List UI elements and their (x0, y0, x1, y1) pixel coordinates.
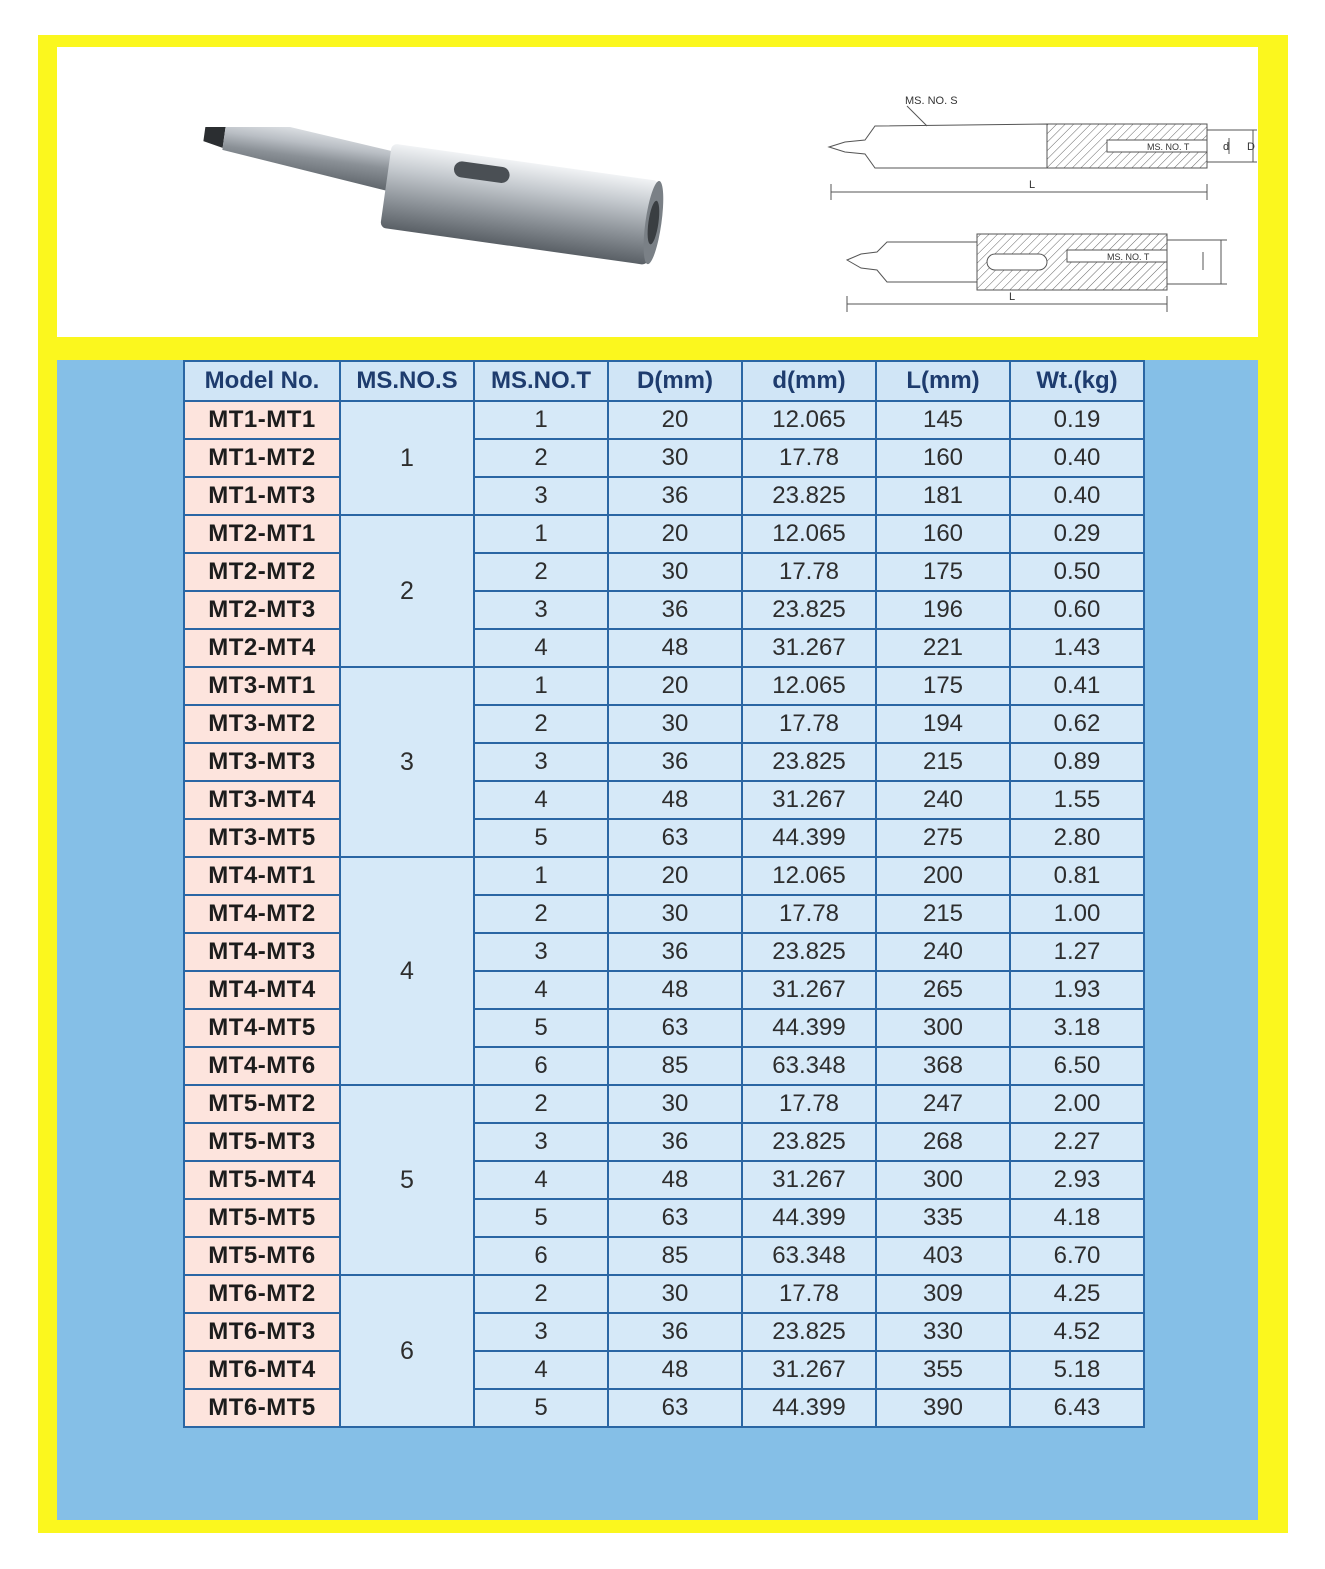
cell-D-mm: 36 (608, 933, 742, 971)
cell-wt-kg: 6.50 (1010, 1047, 1144, 1085)
cell-ms-no-t: 5 (474, 819, 608, 857)
cell-wt-kg: 0.60 (1010, 591, 1144, 629)
cell-D-mm: 20 (608, 515, 742, 553)
cell-model-no: MT2-MT1 (184, 515, 340, 553)
cell-d-mm: 17.78 (742, 1085, 876, 1123)
header-ms-no-s: MS.NO.S (340, 361, 474, 401)
cell-wt-kg: 5.18 (1010, 1351, 1144, 1389)
cell-D-mm: 48 (608, 971, 742, 1009)
cell-L-mm: 300 (876, 1009, 1010, 1047)
cell-d-mm: 31.267 (742, 1351, 876, 1389)
cell-d-mm: 31.267 (742, 971, 876, 1009)
cell-model-no: MT4-MT1 (184, 857, 340, 895)
cell-d-mm: 44.399 (742, 1199, 876, 1237)
cell-d-mm: 63.348 (742, 1047, 876, 1085)
table-row (184, 1389, 1144, 1427)
cell-L-mm: 221 (876, 629, 1010, 667)
cell-ms-no-t: 4 (474, 629, 608, 667)
cell-D-mm: 48 (608, 1351, 742, 1389)
table-row (184, 1351, 1144, 1389)
cell-D-mm: 63 (608, 1199, 742, 1237)
cell-D-mm: 20 (608, 857, 742, 895)
cell-ms-no-t: 5 (474, 1009, 608, 1047)
cell-wt-kg: 3.18 (1010, 1009, 1144, 1047)
cell-D-mm: 85 (608, 1237, 742, 1275)
cell-wt-kg: 0.40 (1010, 477, 1144, 515)
cell-model-no: MT3-MT2 (184, 705, 340, 743)
table-row (184, 667, 1144, 705)
cell-D-mm: 36 (608, 477, 742, 515)
cell-L-mm: 200 (876, 857, 1010, 895)
cell-d-mm: 31.267 (742, 1161, 876, 1199)
cell-model-no: MT4-MT3 (184, 933, 340, 971)
cell-d-mm: 23.825 (742, 743, 876, 781)
drawing-dim-L-lower: L (1009, 291, 1016, 303)
table-row (184, 1161, 1144, 1199)
cell-D-mm: 63 (608, 1389, 742, 1427)
cell-L-mm: 275 (876, 819, 1010, 857)
cell-d-mm: 17.78 (742, 705, 876, 743)
table-row (184, 743, 1144, 781)
cell-D-mm: 85 (608, 1047, 742, 1085)
drawing-label-ms-no-s: MS. NO. S (905, 95, 958, 107)
cell-L-mm: 330 (876, 1313, 1010, 1351)
cell-model-no: MT5-MT4 (184, 1161, 340, 1199)
cell-model-no: MT6-MT3 (184, 1313, 340, 1351)
technical-drawing (817, 92, 1277, 322)
cell-D-mm: 36 (608, 1123, 742, 1161)
cell-model-no: MT5-MT2 (184, 1085, 340, 1123)
cell-D-mm: 63 (608, 819, 742, 857)
cell-model-no: MT3-MT4 (184, 781, 340, 819)
cell-model-no: MT3-MT3 (184, 743, 340, 781)
cell-wt-kg: 1.27 (1010, 933, 1144, 971)
cell-D-mm: 63 (608, 1009, 742, 1047)
cell-L-mm: 240 (876, 781, 1010, 819)
table-row (184, 781, 1144, 819)
table-row (184, 1085, 1144, 1123)
table-row (184, 1199, 1144, 1237)
cell-ms-no-s: 3 (340, 667, 474, 857)
cell-ms-no-s: 5 (340, 1085, 474, 1275)
cell-d-mm: 23.825 (742, 1313, 876, 1351)
cell-wt-kg: 4.25 (1010, 1275, 1144, 1313)
cell-L-mm: 145 (876, 401, 1010, 439)
cell-model-no: MT5-MT6 (184, 1237, 340, 1275)
cell-ms-no-s: 4 (340, 857, 474, 1085)
cell-model-no: MT5-MT3 (184, 1123, 340, 1161)
cell-ms-no-t: 6 (474, 1237, 608, 1275)
table-row (184, 515, 1144, 553)
cell-L-mm: 196 (876, 591, 1010, 629)
cell-D-mm: 20 (608, 667, 742, 705)
cell-D-mm: 30 (608, 895, 742, 933)
cell-d-mm: 31.267 (742, 629, 876, 667)
cell-d-mm: 12.065 (742, 857, 876, 895)
cell-d-mm: 31.267 (742, 781, 876, 819)
table-row (184, 933, 1144, 971)
cell-ms-no-t: 1 (474, 667, 608, 705)
cell-D-mm: 48 (608, 629, 742, 667)
cell-ms-no-s: 1 (340, 401, 474, 515)
table-row (184, 705, 1144, 743)
cell-L-mm: 390 (876, 1389, 1010, 1427)
cell-L-mm: 175 (876, 667, 1010, 705)
cell-ms-no-t: 2 (474, 705, 608, 743)
table-header-row (184, 361, 1144, 401)
cell-D-mm: 20 (608, 401, 742, 439)
table-row (184, 1313, 1144, 1351)
cell-d-mm: 12.065 (742, 667, 876, 705)
cell-wt-kg: 0.29 (1010, 515, 1144, 553)
table-row (184, 591, 1144, 629)
cell-wt-kg: 4.52 (1010, 1313, 1144, 1351)
cell-ms-no-t: 4 (474, 781, 608, 819)
cell-model-no: MT4-MT5 (184, 1009, 340, 1047)
cell-D-mm: 30 (608, 553, 742, 591)
cell-L-mm: 160 (876, 439, 1010, 477)
cell-model-no: MT2-MT2 (184, 553, 340, 591)
cell-wt-kg: 2.93 (1010, 1161, 1144, 1199)
cell-wt-kg: 0.62 (1010, 705, 1144, 743)
cell-wt-kg: 1.55 (1010, 781, 1144, 819)
cell-D-mm: 30 (608, 705, 742, 743)
cell-L-mm: 403 (876, 1237, 1010, 1275)
cell-model-no: MT1-MT1 (184, 401, 340, 439)
cell-ms-no-t: 3 (474, 933, 608, 971)
cell-L-mm: 335 (876, 1199, 1010, 1237)
header-d-mm: d(mm) (742, 361, 876, 401)
cell-ms-no-t: 3 (474, 477, 608, 515)
cell-D-mm: 36 (608, 591, 742, 629)
cell-wt-kg: 4.18 (1010, 1199, 1144, 1237)
cell-wt-kg: 2.00 (1010, 1085, 1144, 1123)
cell-ms-no-t: 4 (474, 1161, 608, 1199)
cell-ms-no-t: 2 (474, 1085, 608, 1123)
table-row (184, 401, 1144, 439)
cell-d-mm: 44.399 (742, 819, 876, 857)
cell-model-no: MT3-MT1 (184, 667, 340, 705)
cell-ms-no-t: 2 (474, 439, 608, 477)
cell-L-mm: 175 (876, 553, 1010, 591)
cell-D-mm: 30 (608, 1085, 742, 1123)
cell-d-mm: 44.399 (742, 1389, 876, 1427)
cell-ms-no-t: 5 (474, 1199, 608, 1237)
cell-model-no: MT2-MT4 (184, 629, 340, 667)
cell-wt-kg: 2.80 (1010, 819, 1144, 857)
drawing-dim-d: d (1223, 141, 1230, 153)
cell-model-no: MT2-MT3 (184, 591, 340, 629)
cell-wt-kg: 0.19 (1010, 401, 1144, 439)
cell-D-mm: 48 (608, 1161, 742, 1199)
cell-d-mm: 63.348 (742, 1237, 876, 1275)
cell-L-mm: 247 (876, 1085, 1010, 1123)
cell-D-mm: 48 (608, 781, 742, 819)
cell-model-no: MT4-MT4 (184, 971, 340, 1009)
cell-D-mm: 30 (608, 1275, 742, 1313)
cell-L-mm: 215 (876, 743, 1010, 781)
cell-ms-no-t: 2 (474, 1275, 608, 1313)
cell-wt-kg: 0.50 (1010, 553, 1144, 591)
table-row (184, 477, 1144, 515)
cell-ms-no-s: 6 (340, 1275, 474, 1427)
cell-ms-no-t: 4 (474, 971, 608, 1009)
cell-wt-kg: 2.27 (1010, 1123, 1144, 1161)
drawing-label-ms-no-t-lower: MS. NO. T (1107, 252, 1150, 262)
cell-d-mm: 17.78 (742, 1275, 876, 1313)
cell-ms-no-t: 5 (474, 1389, 608, 1427)
cell-ms-no-t: 3 (474, 1313, 608, 1351)
spec-table-panel (57, 360, 1258, 1520)
cell-wt-kg: 0.89 (1010, 743, 1144, 781)
cell-model-no: MT6-MT5 (184, 1389, 340, 1427)
table-row (184, 971, 1144, 1009)
cell-wt-kg: 0.40 (1010, 439, 1144, 477)
header-L-mm: L(mm) (876, 361, 1010, 401)
table-row (184, 819, 1144, 857)
table-row (184, 553, 1144, 591)
table-row (184, 1275, 1144, 1313)
cell-d-mm: 23.825 (742, 591, 876, 629)
cell-wt-kg: 0.41 (1010, 667, 1144, 705)
cell-L-mm: 181 (876, 477, 1010, 515)
cell-L-mm: 355 (876, 1351, 1010, 1389)
cell-L-mm: 194 (876, 705, 1010, 743)
cell-D-mm: 30 (608, 439, 742, 477)
cell-d-mm: 17.78 (742, 439, 876, 477)
cell-L-mm: 368 (876, 1047, 1010, 1085)
cell-ms-no-s: 2 (340, 515, 474, 667)
cell-model-no: MT4-MT2 (184, 895, 340, 933)
header-D-mm: D(mm) (608, 361, 742, 401)
cell-model-no: MT1-MT3 (184, 477, 340, 515)
cell-wt-kg: 1.43 (1010, 629, 1144, 667)
table-row (184, 629, 1144, 667)
cell-model-no: MT3-MT5 (184, 819, 340, 857)
cell-wt-kg: 1.93 (1010, 971, 1144, 1009)
cell-ms-no-t: 3 (474, 591, 608, 629)
header-model-no: Model No. (184, 361, 340, 401)
header-ms-no-t: MS.NO.T (474, 361, 608, 401)
cell-D-mm: 36 (608, 743, 742, 781)
cell-L-mm: 160 (876, 515, 1010, 553)
cell-D-mm: 36 (608, 1313, 742, 1351)
cell-L-mm: 300 (876, 1161, 1010, 1199)
cell-d-mm: 12.065 (742, 401, 876, 439)
cell-d-mm: 44.399 (742, 1009, 876, 1047)
cell-L-mm: 215 (876, 895, 1010, 933)
cell-ms-no-t: 1 (474, 857, 608, 895)
cell-model-no: MT6-MT2 (184, 1275, 340, 1313)
cell-d-mm: 12.065 (742, 515, 876, 553)
cell-L-mm: 268 (876, 1123, 1010, 1161)
cell-wt-kg: 0.81 (1010, 857, 1144, 895)
cell-model-no: MT1-MT2 (184, 439, 340, 477)
table-row (184, 1009, 1144, 1047)
drawing-label-ms-no-t-upper: MS. NO. T (1147, 142, 1190, 152)
cell-ms-no-t: 2 (474, 895, 608, 933)
product-image-panel (57, 47, 1258, 337)
cell-L-mm: 309 (876, 1275, 1010, 1313)
cell-d-mm: 23.825 (742, 1123, 876, 1161)
cell-ms-no-t: 1 (474, 515, 608, 553)
cell-ms-no-t: 6 (474, 1047, 608, 1085)
morse-taper-sleeve-photo (187, 127, 667, 307)
cell-model-no: MT4-MT6 (184, 1047, 340, 1085)
table-row (184, 1237, 1144, 1275)
cell-ms-no-t: 2 (474, 553, 608, 591)
table-row (184, 895, 1144, 933)
table-row (184, 1123, 1144, 1161)
cell-ms-no-t: 4 (474, 1351, 608, 1389)
cell-model-no: MT6-MT4 (184, 1351, 340, 1389)
cell-ms-no-t: 3 (474, 1123, 608, 1161)
cell-L-mm: 240 (876, 933, 1010, 971)
cell-ms-no-t: 3 (474, 743, 608, 781)
cell-d-mm: 23.825 (742, 933, 876, 971)
spec-table (183, 360, 1145, 1428)
cell-d-mm: 17.78 (742, 895, 876, 933)
cell-L-mm: 265 (876, 971, 1010, 1009)
table-row (184, 439, 1144, 477)
header-wt-kg: Wt.(kg) (1010, 361, 1144, 401)
cell-d-mm: 23.825 (742, 477, 876, 515)
cell-wt-kg: 6.70 (1010, 1237, 1144, 1275)
cell-model-no: MT5-MT5 (184, 1199, 340, 1237)
drawing-dim-D: D (1247, 141, 1255, 153)
table-row (184, 857, 1144, 895)
drawing-dim-L-upper: L (1029, 179, 1036, 191)
cell-ms-no-t: 1 (474, 401, 608, 439)
cell-wt-kg: 6.43 (1010, 1389, 1144, 1427)
table-row (184, 1047, 1144, 1085)
cell-wt-kg: 1.00 (1010, 895, 1144, 933)
cell-d-mm: 17.78 (742, 553, 876, 591)
